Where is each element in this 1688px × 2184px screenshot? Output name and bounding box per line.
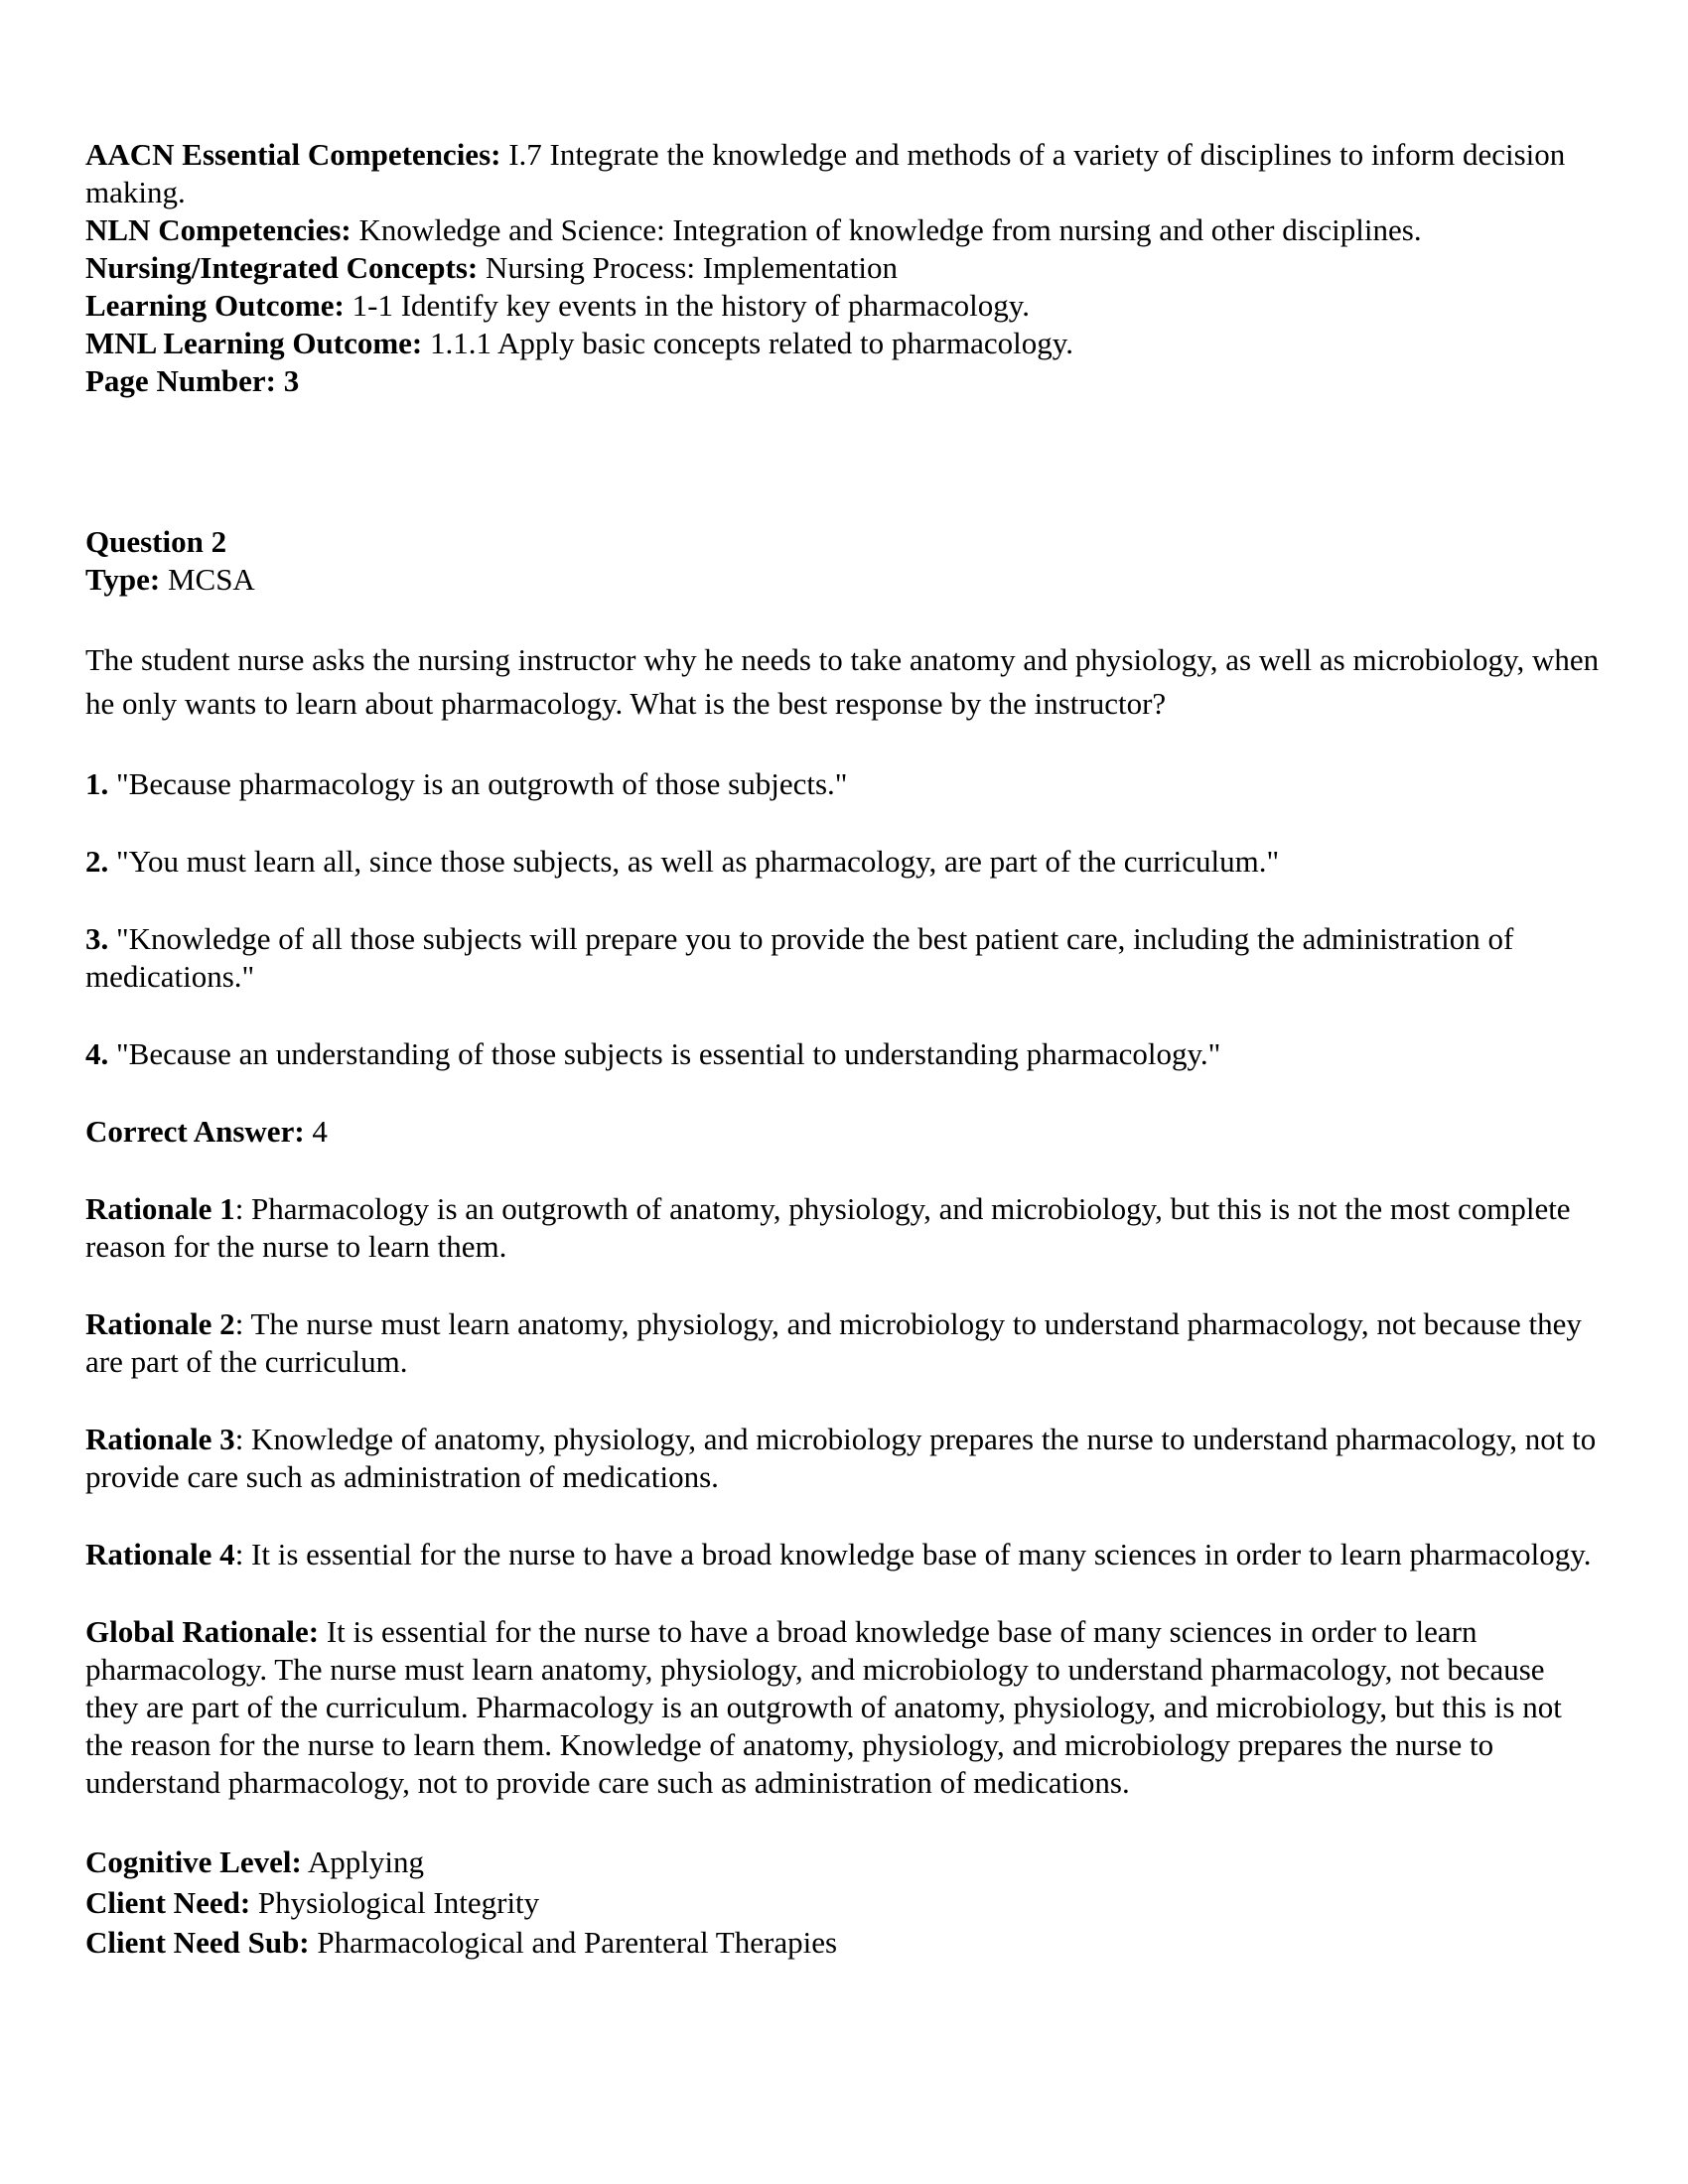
rationale-3: Rationale 3: Knowledge of anatomy, physiology, and microbiology prepares the nurse to understand pharmacology, not to provide care such as administration of medications. xyxy=(85,1422,1597,1494)
client-need-sub: Client Need Sub: Pharmacological and Parenteral Therapies xyxy=(85,1925,838,1960)
global-rationale: Global Rationale: It is essential for the nurse to have a broad knowledge base of many sciences in order to learn pharmacology. The nurse must learn anatomy, physiology, and microbiology to understand pharmacology, not because they are part of the curriculum. Pharmacology is an outgrowth of anatomy, physiology, and microbiology, but this is not the reason for the nurse to learn them. Knowledge of anatomy, physiology, and microbiology prepares the nurse to understand pharmacology, not to provide care such as administration of medications. xyxy=(85,1614,1562,1800)
rationale-4: Rationale 4: It is essential for the nurse to have a broad knowledge base of many sciences in order to learn pharmacology. xyxy=(85,1537,1592,1571)
client-need: Client Need: Physiological Integrity xyxy=(85,1885,540,1920)
answer-option-1: 1. "Because pharmacology is an outgrowth of those subjects." xyxy=(85,766,848,801)
question-title: Question 2 xyxy=(85,524,227,559)
page-number: Page Number: 3 xyxy=(85,363,300,398)
learning-outcome: Learning Outcome: 1-1 Identify key events in the history of pharmacology. xyxy=(85,288,1031,323)
question-stem: The student nurse asks the nursing instructor why he needs to take anatomy and physiology, as well as microbiology, when he only wants to learn about pharmacology. What is the best response by the instructor? xyxy=(85,642,1600,721)
answer-option-3: 3. "Knowledge of all those subjects will prepare you to provide the best patient care, including the administration of medications." xyxy=(85,921,1514,994)
cognitive-level: Cognitive Level: Applying xyxy=(85,1844,424,1879)
rationale-2: Rationale 2: The nurse must learn anatomy, physiology, and microbiology to understand pharmacology, not because they are part of the curriculum. xyxy=(85,1306,1582,1379)
nursing-concepts: Nursing/Integrated Concepts: Nursing Process: Implementation xyxy=(85,250,898,285)
question-type: Type: MCSA xyxy=(85,562,255,597)
answer-option-2: 2. "You must learn all, since those subjects, as well as pharmacology, are part of the curriculum." xyxy=(85,844,1280,879)
aacn-competencies: AACN Essential Competencies: I.7 Integrate the knowledge and methods of a variety of disciplines to inform decision making. xyxy=(85,137,1566,209)
correct-answer: Correct Answer: 4 xyxy=(85,1114,328,1149)
rationale-1: Rationale 1: Pharmacology is an outgrowth of anatomy, physiology, and microbiology, but this is not the most complete reason for the nurse to learn them. xyxy=(85,1191,1571,1264)
answer-option-4: 4. "Because an understanding of those subjects is essential to understanding pharmacology." xyxy=(85,1036,1221,1071)
mnl-learning-outcome: MNL Learning Outcome: 1.1.1 Apply basic concepts related to pharmacology. xyxy=(85,326,1073,360)
nln-competencies: NLN Competencies: Knowledge and Science: Integration of knowledge from nursing and other disciplines. xyxy=(85,212,1422,247)
document-page xyxy=(85,136,1605,1963)
